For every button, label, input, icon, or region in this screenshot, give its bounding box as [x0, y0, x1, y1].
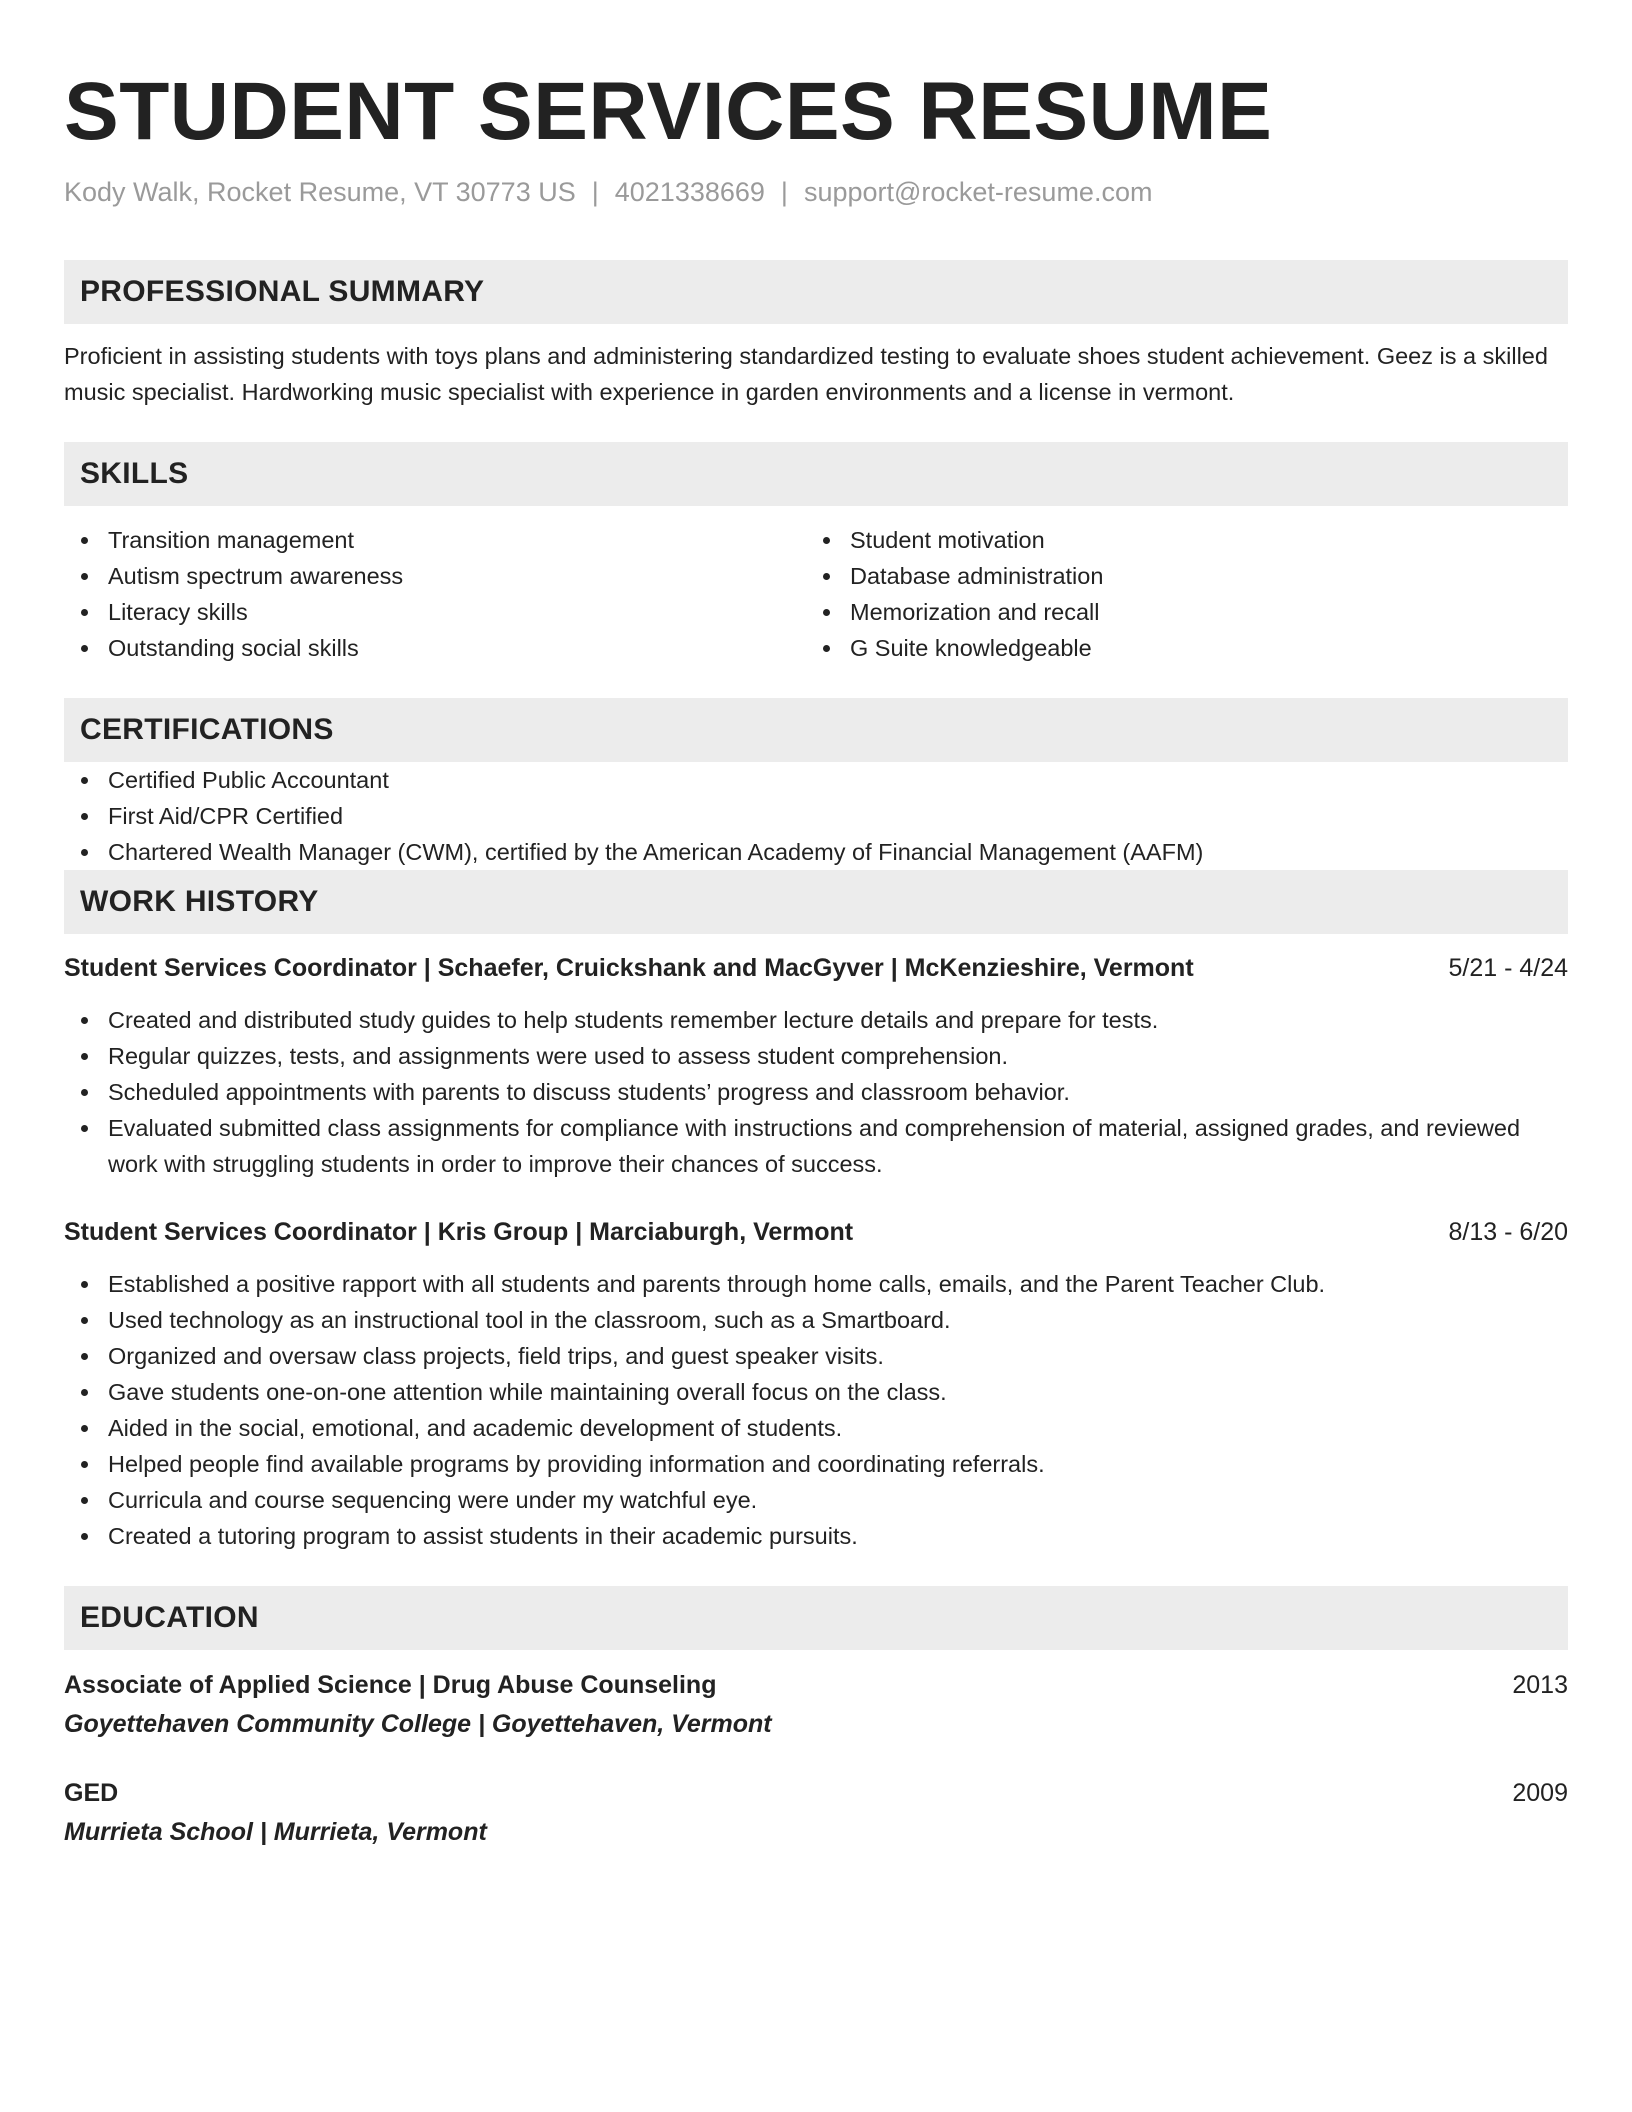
skill-item: Memorization and recall [806, 594, 1548, 630]
job-entry [64, 950, 1568, 1182]
section-header-education: EDUCATION [64, 1586, 1568, 1650]
education-year: 2013 [1512, 1671, 1568, 1699]
skill-item: Outstanding social skills [64, 630, 806, 666]
education-header [64, 1666, 1568, 1704]
job-bullet: Evaluated submitted class assignments for compliance with instructions and comprehension of material, assigned grades, and reviewed work with struggling students in order to improve their chances of success. [64, 1110, 1568, 1182]
job-bullet: Used technology as an instructional tool in the classroom, such as a Smartboard. [64, 1302, 1568, 1338]
section-header-certifications: CERTIFICATIONS [64, 698, 1568, 762]
skills-grid [64, 522, 1568, 666]
certification-item: First Aid/CPR Certified [64, 798, 1568, 834]
education-entry [64, 1666, 1568, 1744]
certifications-list [64, 762, 1568, 870]
job-bullet: Established a positive rapport with all students and parents through home calls, emails, and the Parent Teacher Club. [64, 1266, 1568, 1302]
job-bullet: Scheduled appointments with parents to discuss students’ progress and classroom behavior. [64, 1074, 1568, 1110]
skill-item: G Suite knowledgeable [806, 630, 1548, 666]
work-history-list [64, 950, 1568, 1554]
education-school: Murrieta School | Murrieta, Vermont [64, 1818, 487, 1846]
job-bullet: Created and distributed study guides to help students remember lecture details and prepare for tests. [64, 1002, 1568, 1038]
section-header-summary: PROFESSIONAL SUMMARY [64, 260, 1568, 324]
skill-item: Transition management [64, 522, 806, 558]
skills-column-right [806, 522, 1548, 666]
section-header-work-history: WORK HISTORY [64, 870, 1568, 934]
contact-phone: 4021338669 [614, 177, 765, 207]
job-entry [64, 1214, 1568, 1554]
certification-item: Certified Public Accountant [64, 762, 1568, 798]
contact-separator: | [591, 177, 599, 207]
skill-item: Autism spectrum awareness [64, 558, 806, 594]
job-bullet: Aided in the social, emotional, and academic development of students. [64, 1410, 1568, 1446]
job-title: Student Services Coordinator | Kris Group | Marciaburgh, Vermont [64, 1218, 854, 1246]
skill-item: Student motivation [806, 522, 1548, 558]
job-bullets [64, 1002, 1568, 1182]
job-bullet: Regular quizzes, tests, and assignments were used to assess student comprehension. [64, 1038, 1568, 1074]
education-degree: Associate of Applied Science | Drug Abuse Counseling [64, 1671, 717, 1699]
job-bullet: Curricula and course sequencing were under my watchful eye. [64, 1482, 1568, 1518]
education-entry [64, 1774, 1568, 1852]
contact-separator: | [780, 177, 788, 207]
contact-line [64, 172, 1568, 212]
contact-email: support@rocket-resume.com [803, 177, 1153, 207]
job-header [64, 950, 1568, 986]
education-school: Goyettehaven Community College | Goyettehaven, Vermont [64, 1710, 772, 1738]
job-title: Student Services Coordinator | Schaefer, Cruickshank and MacGyver | McKenzieshire, Vermont [64, 954, 1194, 982]
job-bullet: Helped people find available programs by providing information and coordinating referrals. [64, 1446, 1568, 1482]
job-dates: 8/13 - 6/20 [1448, 1218, 1568, 1246]
certification-item: Chartered Wealth Manager (CWM), certified by the American Academy of Financial Management (AAFM) [64, 834, 1568, 870]
job-bullet: Gave students one-on-one attention while maintaining overall focus on the class. [64, 1374, 1568, 1410]
skill-item: Database administration [806, 558, 1548, 594]
summary-text: Proficient in assisting students with toys plans and administering standardized testing to evaluate shoes student achievement. Geez is a skilled music specialist. Hardworking music specialist with experience in garden environments and a license in vermont. [64, 343, 1548, 405]
skills-column-left [64, 522, 806, 666]
skill-item: Literacy skills [64, 594, 806, 630]
job-header [64, 1214, 1568, 1250]
education-degree: GED [64, 1779, 119, 1807]
education-year: 2009 [1512, 1779, 1568, 1807]
job-dates: 5/21 - 4/24 [1448, 954, 1568, 982]
job-bullet: Organized and oversaw class projects, field trips, and guest speaker visits. [64, 1338, 1568, 1374]
contact-address: Kody Walk, Rocket Resume, VT 30773 US [64, 177, 576, 207]
job-bullet: Created a tutoring program to assist students in their academic pursuits. [64, 1518, 1568, 1554]
job-bullets [64, 1266, 1568, 1554]
education-header [64, 1774, 1568, 1812]
page-title: STUDENT SERVICES RESUME [64, 66, 1273, 157]
section-header-skills: SKILLS [64, 442, 1568, 506]
